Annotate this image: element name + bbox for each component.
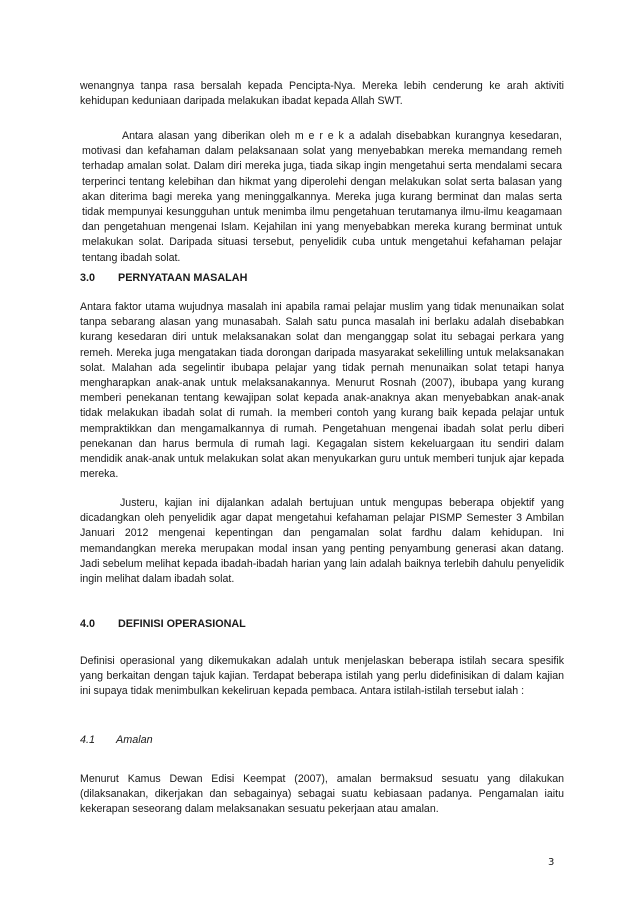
heading-number: 3.0 (80, 272, 96, 284)
heading-title: DEFINISI OPERASIONAL (118, 618, 246, 630)
heading-4-1 (80, 734, 153, 746)
paragraph-problem-statement: Antara faktor utama wujudnya masalah ini apabila ramai pelajar muslim yang tidak menunaikan solat tanpa sebarang alasan yang munasabah. Salah satu punca masalah ini berlaku adalah disebabkan kurang kesedaran diri untuk melaksanakan solat dan menganggap solat itu sebagai perkara yang remeh. Mereka juga mengatakan tiada dorongan daripada masyarakat sekelilling untuk melaksanakan solat. Malahan ada segelintir ibubapa pelajar yang tidak pernah menunaikan solat tetapi hanya mengharapkan anak-anak untuk melaksanakannya. Menurut Rosnah (2007), ibubapa yang kurang memberi penekanan tentang kewajipan solat kepada anak-anaknya akan menyebabkan anak-anak tidak melakukan ibadah solat di rumah. Ia memberi contoh yang kurang baik kepada pelajar untuk mempraktikkan dan mengamalkannya di rumah. Pengetahuan mengenai ibadah solat perlu diberi penekanan dan harus bermula di rumah lagi. Kegagalan sistem kekeluargaan itu sendiri dalam mendidik anak-anak untuk melakukan solat akan menyukarkan guru untuk memberi tunjuk ajar kepada mereka. (80, 301, 564, 481)
page-number: 3 (548, 857, 555, 868)
paragraph-operational-definition: Definisi operasional yang dikemukakan adalah untuk menjelaskan beberapa istilah secara spesifik yang berkaitan dengan tajuk kajian. Terdapat beberapa istilah yang perlu didefinisikan di dalam kajian ini supaya tidak menimbulkan kekeliruan kepada pembaca. Antara istilah-istilah tersebut ialah : (80, 655, 564, 698)
paragraph-amalan-definition: Menurut Kamus Dewan Edisi Keempat (2007), amalan bermaksud sesuatu yang dilakukan (dilaksanakan, dikerjakan dan sebagainya) sebagai suatu kebiasaan padanya. Pengamalan iaitu kekerapan seseorang dalam melaksanakan sesuatu pekerjaan atau amalan. (80, 773, 564, 816)
heading-number: 4.0 (80, 618, 96, 630)
paragraph-reasons: Antara alasan yang diberikan oleh m e r e k a adalah disebabkan kurangnya kesedaran, motivasi dan kefahaman dalam pelaksanaan solat yang menyebabkan mereka memandang remeh terhadap amalan solat. Dalam diri mereka juga, tiada sikap ingin mengetahui serta mendalami secara terperinci tentang kelebihan dan hikmat yang diperolehi dengan melakukan solat serta balasan yang akan diterima bagi mereka yang meninggalkannya. Mereka juga kurang berminat dan malas serta tidak mempunyai kesungguhan untuk menimba ilmu pengetahuan terutamanya ilmu-ilmu keagamaan dan pengetahuan mengenai Islam. Kejahilan ini yang menyebabkan mereka kurang berminat untuk melakukan solat. Daripada situasi tersebut, penyelidik cuba untuk mengetahui kefahaman pelajar tentang ibadah solat. (82, 130, 562, 264)
paragraph-intro-continuation: wenangnya tanpa rasa bersalah kepada Pencipta-Nya. Mereka lebih cenderung ke arah aktiviti kehidupan keduniaan daripada melakukan ibadat kepada Allah SWT. (80, 80, 564, 108)
heading-title: Amalan (116, 734, 153, 746)
heading-title: PERNYATAAN MASALAH (118, 272, 248, 284)
heading-number: 4.1 (80, 734, 96, 746)
paragraph-justification: Justeru, kajian ini dijalankan adalah bertujuan untuk mengupas beberapa objektif yang dicadangkan oleh penyelidik agar dapat mengetahui kefahaman pelajar PISMP Semester 3 Ambilan Januari 2012 mengenai kepentingan dan pengamalan solat fardhu dalam kehidupan. Ini memandangkan mereka merupakan modal insan yang penting penyambung generasi akan datang. Jadi sebelum melihat kepada ibadah-ibadah harian yang lain adalah baiknya terlebih dahulu penyelidik ingin melihat dalam ibadah solat. (80, 497, 564, 586)
heading-4-0 (80, 618, 246, 630)
heading-3-0 (80, 272, 247, 284)
